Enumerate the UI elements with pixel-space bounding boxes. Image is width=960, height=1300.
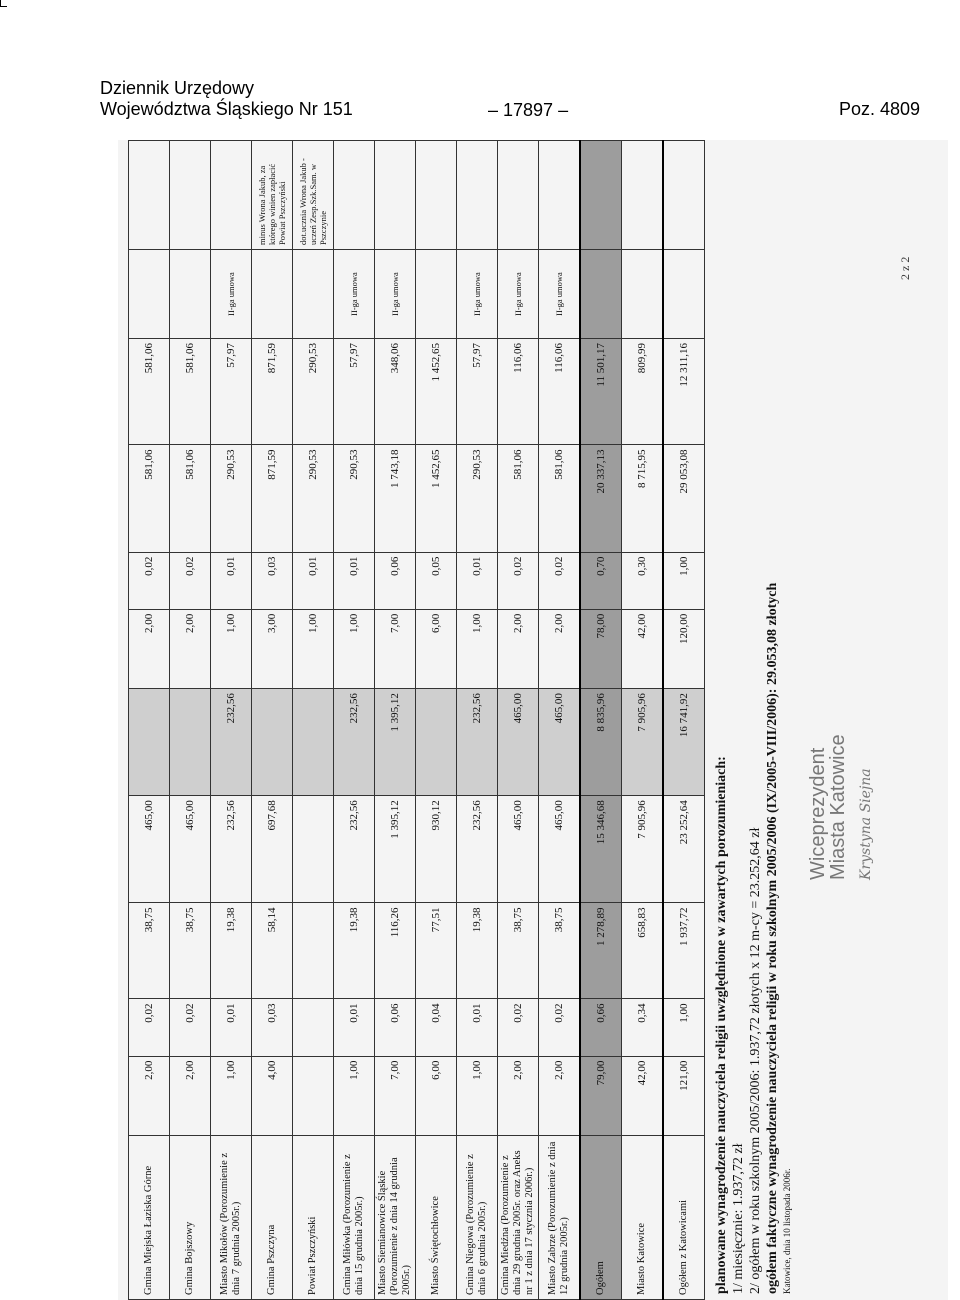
rotated-content [118,140,948,1300]
value-cell: 0,03 [252,552,293,609]
value-cell: 15 346,68 [580,796,622,903]
value-cell: 121,00 [663,1056,705,1135]
value-cell: 1 452,65 [416,339,457,445]
value-cell: 7,00 [375,1056,416,1135]
value-cell: 290,53 [293,445,334,552]
table-row [129,141,170,1300]
value-cell: 2,00 [170,609,211,688]
value-cell: 0,02 [498,999,539,1056]
row-name-cell: Ogółem z Katowicami [663,1136,705,1300]
value-cell: 2,00 [129,609,170,688]
value-cell: 0,01 [211,999,252,1056]
salary-table [128,140,705,1300]
value-cell: 4,00 [252,1056,293,1135]
remark-cell [375,141,416,250]
value-cell: 1,00 [457,609,498,688]
value-cell: 0,34 [622,999,664,1056]
value-cell: 1 395,12 [375,689,416,796]
value-cell: 1,00 [334,1056,375,1135]
value-cell: 0,02 [539,552,581,609]
value-cell: 1 395,12 [375,796,416,903]
row-name-cell: Miasto Siemianowice Śląskie (Porozumienie z dnia 14 grudnia 2005r.) [375,1136,416,1300]
value-cell: 0,02 [129,999,170,1056]
value-cell: 1,00 [457,1056,498,1135]
value-cell: 42,00 [622,1056,664,1135]
value-cell: 0,30 [622,552,664,609]
value-cell: 465,00 [539,796,581,903]
value-cell: 2,00 [498,1056,539,1135]
agreement-note-cell [416,250,457,339]
value-cell: 78,00 [580,609,622,688]
value-cell [416,689,457,796]
remark-cell: minus Wrona Jakub, za którego winien zapłacić Powiat Pszczyński [252,141,293,250]
value-cell: 2,00 [129,1056,170,1135]
notes-title: planowane wynagrodzenie nauczyciela religii uwzględnione w zawartych porozumieniach: [714,756,729,1294]
remark-cell [539,141,581,250]
value-cell: 57,97 [334,339,375,445]
row-name-cell: Miasto Mikołów (Porozumienie z dnia 7 grudnia 2005r.) [211,1136,252,1300]
remark-cell [457,141,498,250]
notes-line-2: 2/ ogółem w roku szkolnym 2005/2006: 1.937,72 złotych x 12 m-cy = 23.252,64 zł [748,827,763,1294]
value-cell: 3,00 [252,609,293,688]
table-row [211,141,252,1300]
table-row [293,141,334,1300]
value-cell: 57,97 [211,339,252,445]
table-row [539,141,581,1300]
row-name-cell: Gmina Miejska Łaziska Górne [129,1136,170,1300]
table-row [457,141,498,1300]
agreement-note-cell: II-ga umowa [498,250,539,339]
stamp-signature: Krystyna Siejna [858,768,874,880]
remark-cell [663,141,705,250]
table-row [663,141,705,1300]
value-cell: 79,00 [580,1056,622,1135]
value-cell: 6,00 [416,609,457,688]
value-cell: 0,01 [457,552,498,609]
remark-cell [498,141,539,250]
value-cell: 0,02 [170,552,211,609]
value-cell: 20 337,13 [580,445,622,552]
table-row [334,141,375,1300]
value-cell: 0,01 [334,999,375,1056]
value-cell: 0,06 [375,552,416,609]
agreement-note-cell: II-ga umowa [457,250,498,339]
stamp-office: Miasta Katowice [827,734,849,880]
value-cell: 0,02 [170,999,211,1056]
scanned-page [118,140,948,1300]
value-cell: 232,56 [334,796,375,903]
value-cell: 232,56 [457,689,498,796]
agreement-note-cell [663,250,705,339]
value-cell: 290,53 [457,445,498,552]
value-cell: 7 905,96 [622,796,664,903]
value-cell: 0,02 [498,552,539,609]
value-cell: 16 741,92 [663,689,705,796]
journal-header [100,78,353,120]
value-cell: 465,00 [539,689,581,796]
row-name-cell: Gmina Niegowa (Porozumienie z dnia 6 grudnia 2005r.) [457,1136,498,1300]
value-cell: 232,56 [211,689,252,796]
value-cell [170,689,211,796]
value-cell: 232,56 [211,796,252,903]
table-row [252,141,293,1300]
value-cell [293,689,334,796]
value-cell: 8 835,96 [580,689,622,796]
value-cell: 19,38 [211,903,252,999]
row-name-cell: Gmina Miłówka (Porozumienie z dnia 15 grudnia 2005r.) [334,1136,375,1300]
value-cell: 1,00 [211,1056,252,1135]
value-cell [129,689,170,796]
value-cell [293,903,334,999]
remark-cell [334,141,375,250]
official-stamp [808,720,876,880]
value-cell: 2,00 [170,1056,211,1135]
value-cell: 58,14 [252,903,293,999]
journal-title: Dziennik Urzędowy [100,78,255,98]
value-cell: 465,00 [498,796,539,903]
value-cell: 0,01 [334,552,375,609]
table-row [375,141,416,1300]
agreement-note-cell: II-ga umowa [211,250,252,339]
value-cell: 0,02 [539,999,581,1056]
row-name-cell: Ogółem [580,1136,622,1300]
value-cell: 38,75 [129,903,170,999]
remark-cell [211,141,252,250]
value-cell: 0,05 [416,552,457,609]
value-cell: 0,70 [580,552,622,609]
value-cell: 809,99 [622,339,664,445]
value-cell: 290,53 [293,339,334,445]
table-row [580,141,622,1300]
value-cell: 2,00 [539,1056,581,1135]
notes-line-1: 1/ miesięcznie: 1.937,72 zł [731,1143,746,1294]
agreement-note-cell: II-ga umowa [334,250,375,339]
sheet-page-mark: 2 z 2 [898,256,912,280]
value-cell: 658,83 [622,903,664,999]
row-name-cell: Gmina Miedźna (Porozumienie z dnia 29 grudnia 2005r. oraz Aneks nr 1 z dnia 17 stycznia 2006r.) [498,1136,539,1300]
value-cell: 1 937,72 [663,903,705,999]
value-cell: 581,06 [129,339,170,445]
value-cell: 465,00 [129,796,170,903]
value-cell: 23 252,64 [663,796,705,903]
notes-date: Katowice, dnia 10 listopada 2006r. [782,1168,792,1294]
value-cell: 38,75 [498,903,539,999]
value-cell: 1,00 [334,609,375,688]
row-name-cell: Miasto Świętochłowice [416,1136,457,1300]
value-cell: 77,51 [416,903,457,999]
value-cell: 1 743,18 [375,445,416,552]
value-cell: 0,04 [416,999,457,1056]
stamp-title: Wiceprezydent [807,747,829,880]
value-cell [293,1056,334,1135]
remark-cell: dot.ucznia Wrona Jakub - uczeń Zesp.Szk.Sam. w Pszczynie [293,141,334,250]
remark-cell [622,141,664,250]
value-cell: 0,06 [375,999,416,1056]
value-cell: 290,53 [334,445,375,552]
value-cell: 1,00 [663,552,705,609]
journal-issue: Województwa Śląskiego Nr 151 [100,99,353,119]
value-cell: 116,26 [375,903,416,999]
value-cell: 38,75 [170,903,211,999]
value-cell: 29 053,08 [663,445,705,552]
value-cell: 6,00 [416,1056,457,1135]
value-cell: 1 278,89 [580,903,622,999]
table-row [622,141,664,1300]
notes-line-3: ogółem faktyczne wynagrodzenie nauczyciela religii w roku szkolnym 2005/2006 (IX/2005-VIII/2006): 29.053,08 złotych [765,582,780,1294]
value-cell: 2,00 [539,609,581,688]
row-name-cell: Miasto Zabrze (Porozumienie z dnia 12 grudnia 2005r.) [539,1136,581,1300]
value-cell [293,999,334,1056]
value-cell: 12 311,16 [663,339,705,445]
value-cell: 42,00 [622,609,664,688]
value-cell: 348,06 [375,339,416,445]
value-cell: 0,02 [129,552,170,609]
value-cell: 871,59 [252,339,293,445]
remark-cell [416,141,457,250]
value-cell: 581,06 [170,445,211,552]
value-cell [293,796,334,903]
row-name-cell: Powiat Pszczyński [293,1136,334,1300]
table-row [416,141,457,1300]
value-cell: 581,06 [498,445,539,552]
value-cell: 697,68 [252,796,293,903]
value-cell: 57,97 [457,339,498,445]
value-cell: 465,00 [170,796,211,903]
row-name-cell: Gmina Bojszowy [170,1136,211,1300]
value-cell: 232,56 [334,689,375,796]
position-number: Poz. 4809 [838,99,920,119]
value-cell: 116,06 [539,339,581,445]
value-cell: 0,03 [252,999,293,1056]
value-cell: 116,06 [498,339,539,445]
value-cell: 1,00 [293,609,334,688]
value-cell: 871,59 [252,445,293,552]
remark-cell [129,141,170,250]
agreement-note-cell [580,250,622,339]
value-cell: 1 452,65 [416,445,457,552]
value-cell: 19,38 [457,903,498,999]
value-cell [252,689,293,796]
remark-cell [580,141,622,250]
agreement-note-cell [293,250,334,339]
value-cell: 120,00 [663,609,705,688]
corner-mark [0,0,7,7]
row-name-cell: Gmina Pszczyna [252,1136,293,1300]
value-cell: 0,01 [457,999,498,1056]
page-number: – 17897 – [488,100,569,120]
value-cell: 581,06 [539,445,581,552]
value-cell: 1,00 [663,999,705,1056]
value-cell: 2,00 [498,609,539,688]
value-cell: 1,00 [211,609,252,688]
value-cell: 581,06 [170,339,211,445]
value-cell: 0,01 [211,552,252,609]
table-row [170,141,211,1300]
agreement-note-cell [129,250,170,339]
notes-block [713,174,793,1294]
agreement-note-cell [622,250,664,339]
agreement-note-cell: II-ga umowa [375,250,416,339]
value-cell: 930,12 [416,796,457,903]
value-cell: 7,00 [375,609,416,688]
agreement-note-cell [170,250,211,339]
table-row [498,141,539,1300]
value-cell: 290,53 [211,445,252,552]
value-cell: 8 715,95 [622,445,664,552]
value-cell: 232,56 [457,796,498,903]
value-cell: 0,01 [293,552,334,609]
value-cell: 0,66 [580,999,622,1056]
remark-cell [170,141,211,250]
value-cell: 7 905,96 [622,689,664,796]
value-cell: 19,38 [334,903,375,999]
agreement-note-cell [252,250,293,339]
agreement-note-cell: II-ga umowa [539,250,581,339]
value-cell: 38,75 [539,903,581,999]
value-cell: 11 501,17 [580,339,622,445]
row-name-cell: Miasto Katowice [622,1136,664,1300]
value-cell: 465,00 [498,689,539,796]
value-cell: 581,06 [129,445,170,552]
